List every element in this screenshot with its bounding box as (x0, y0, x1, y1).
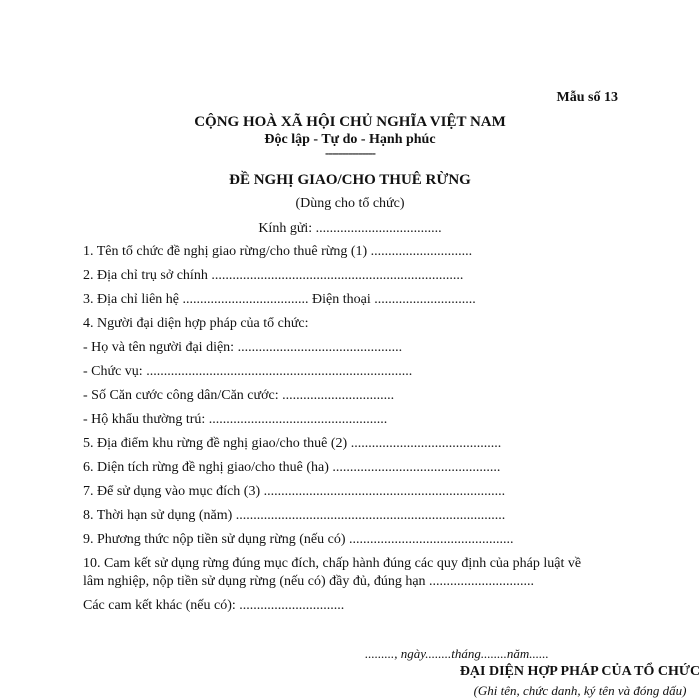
signature-note: (Ghi tên, chức danh, ký tên và đóng dấu) (473, 683, 687, 698)
field-head-office-address: 2. Địa chỉ trụ sở chính ........................................................................ (83, 268, 464, 283)
document-subtitle: (Dùng cho tổ chức) (295, 196, 405, 211)
form-number: Mẫu số 13 (556, 90, 618, 105)
field-id-card: - Số Căn cước công dân/Căn cước: ................................ (83, 388, 395, 403)
field-duration: 8. Thời hạn sử dụng (năm) ............................................................................. (83, 508, 506, 523)
national-title: CỘNG HOÀ XÃ HỘI CHỦ NGHĨA VIỆT NAM (194, 114, 506, 130)
field-commitment-continued: lâm nghiệp, nộp tiền sử dụng rừng (nếu có) đầy đủ, đúng hạn .............................. (83, 574, 535, 589)
document-title: ĐỀ NGHỊ GIAO/CHO THUÊ RỪNG (229, 172, 471, 188)
recipient-line: Kính gửi: .................................... (258, 221, 442, 236)
field-forest-location: 5. Địa điểm khu rừng đề nghị giao/cho thuê (2) ........................................... (83, 436, 502, 451)
field-commitment: 10. Cam kết sử dụng rừng đúng mục đích, chấp hành đúng các quy định của pháp luật về (83, 556, 582, 571)
field-contact-address-phone: 3. Địa chỉ liên hệ .................................... Điện thoại ............................. (83, 292, 476, 307)
field-organization-name: 1. Tên tổ chức đề nghị giao rừng/cho thuê rừng (1) ............................. (83, 244, 473, 259)
field-representative-name: - Họ và tên người đại diện: ............................................... (83, 340, 403, 355)
national-motto: Độc lập - Tự do - Hạnh phúc (264, 132, 436, 147)
signature-title: ĐẠI DIỆN HỢP PHÁP CỦA TỔ CHỨC (459, 664, 700, 679)
field-payment-method: 9. Phương thức nộp tiền sử dụng rừng (nếu có) ............................................... (83, 532, 514, 547)
field-purpose: 7. Để sử dụng vào mục đích (3) ..................................................................... (83, 484, 506, 499)
field-permanent-residence: - Hộ khẩu thường trú: ................................................... (83, 412, 388, 427)
field-other-commitments: Các cam kết khác (nếu có): .............................. (83, 598, 345, 613)
field-position: - Chức vụ: ............................................................................ (83, 364, 413, 379)
signature-date-line: ........., ngày........tháng........năm...... (365, 646, 549, 661)
header-divider: --------------- (325, 145, 375, 160)
field-forest-area: 6. Diện tích rừng đề nghị giao/cho thuê (ha) ................................................ (83, 460, 501, 475)
field-legal-representative-heading: 4. Người đại diện hợp pháp của tổ chức: (83, 316, 309, 331)
